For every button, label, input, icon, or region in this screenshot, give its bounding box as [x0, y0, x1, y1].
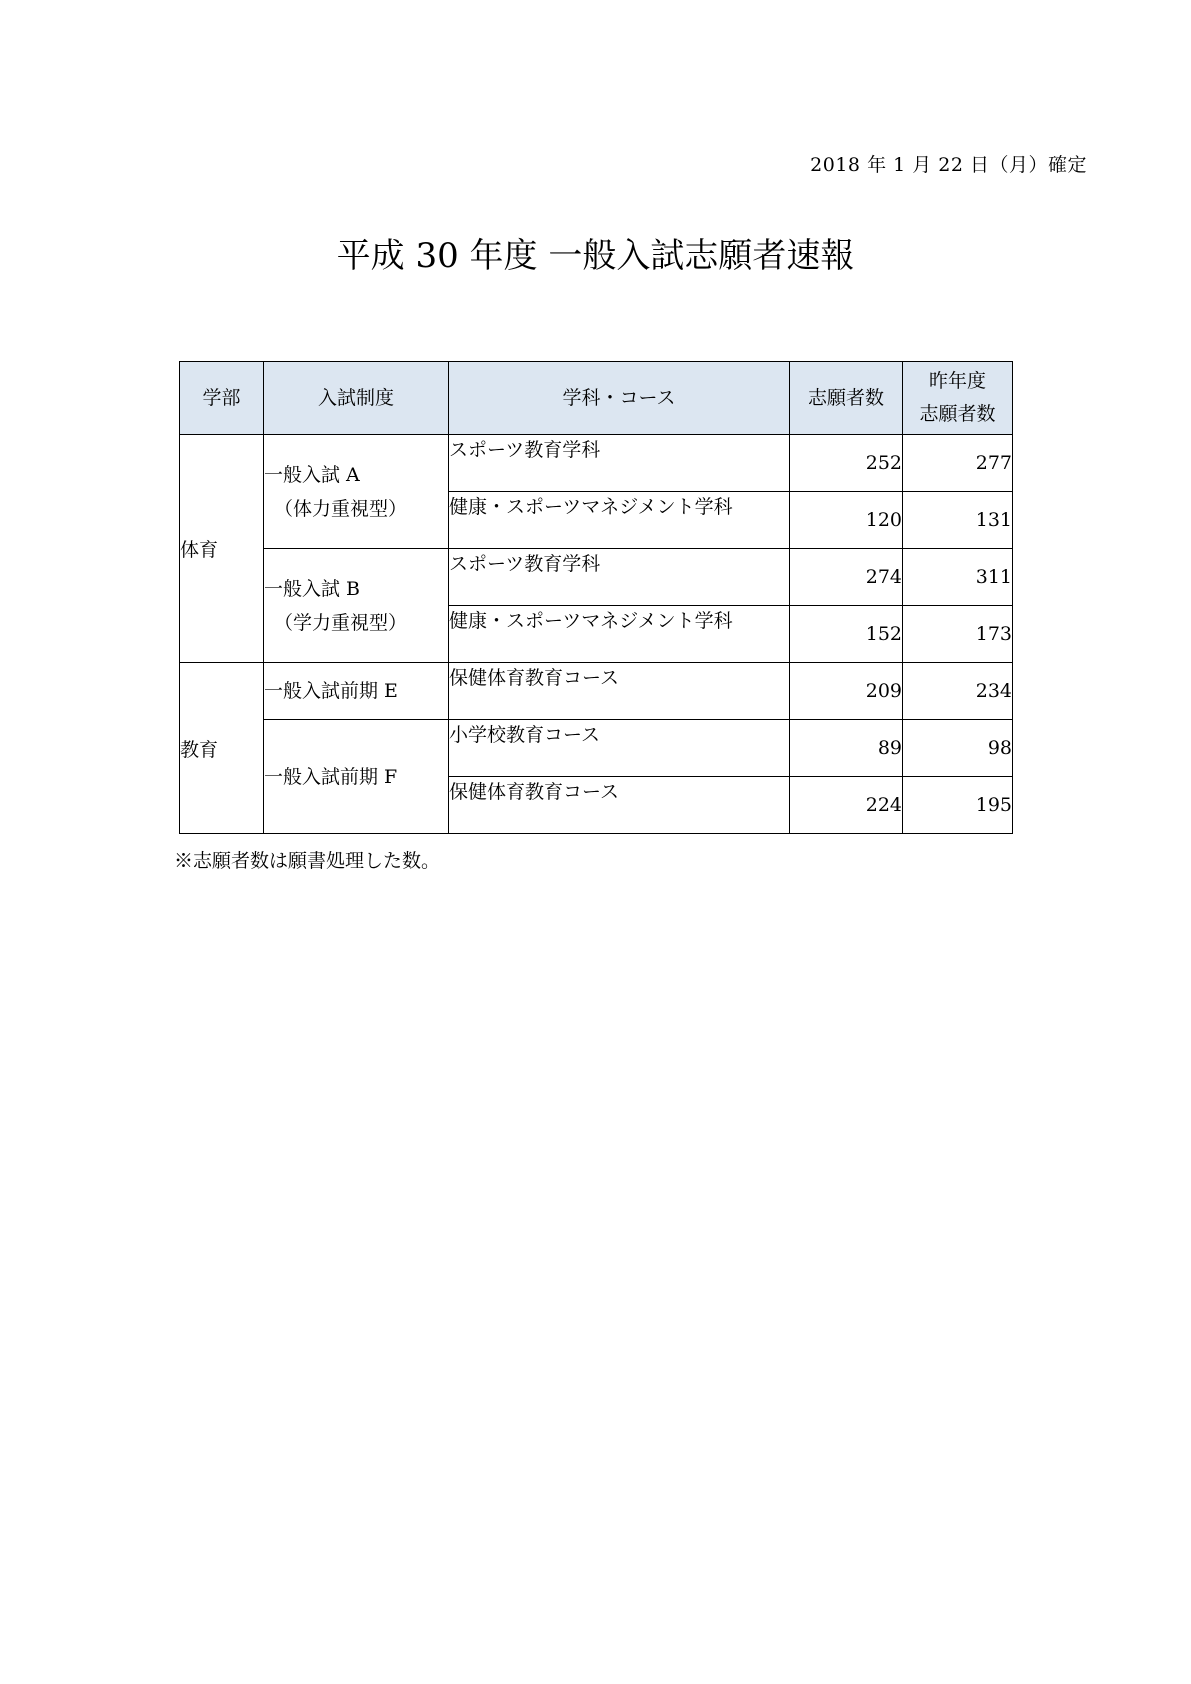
table-row: [180, 435, 1013, 492]
exam-subtitle: （学力重視型）: [274, 611, 408, 634]
table-row: [180, 663, 1013, 720]
exam-name: 一般入試 A: [264, 463, 360, 486]
exam-subtitle: （体力重視型）: [274, 497, 408, 520]
prev-applicants-cell: 98: [903, 720, 1013, 777]
applicants-cell: 152: [790, 606, 903, 663]
exam-cell: [264, 435, 449, 549]
exam-name: 一般入試前期 F: [264, 765, 398, 788]
course-cell: 保健体育教育コース: [449, 663, 790, 720]
prev-applicants-cell: 131: [903, 492, 1013, 549]
applicants-cell: 224: [790, 777, 903, 834]
exam-cell: [264, 549, 449, 663]
page-title: 平成 30 年度 一般入試志願者速報: [336, 236, 855, 276]
course-cell: 保健体育教育コース: [449, 777, 790, 834]
prev-applicants-cell: 195: [903, 777, 1013, 834]
applicants-cell: 120: [790, 492, 903, 549]
table-row: [180, 720, 1013, 777]
header-prev-applicants: [903, 362, 1013, 435]
course-cell: スポーツ教育学科: [449, 549, 790, 606]
header-faculty: 学部: [180, 362, 264, 435]
applicants-cell: 274: [790, 549, 903, 606]
table-row: [180, 549, 1013, 606]
exam-name: 一般入試前期 E: [264, 680, 398, 702]
table-header: [180, 362, 1013, 435]
header-prev-line2: 志願者数: [919, 403, 996, 425]
prev-applicants-cell: 311: [903, 549, 1013, 606]
prev-applicants-cell: 234: [903, 663, 1013, 720]
applicants-cell: 209: [790, 663, 903, 720]
exam-cell: [264, 663, 449, 720]
faculty-cell: 教育: [180, 663, 264, 834]
course-cell: 小学校教育コース: [449, 720, 790, 777]
course-cell: 健康・スポーツマネジメント学科: [449, 492, 790, 549]
exam-name: 一般入試 B: [264, 577, 361, 600]
confirmation-date: 2018 年 1 月 22 日（月）確定: [810, 154, 1087, 176]
footnote: ※志願者数は願書処理した数。: [174, 850, 441, 872]
header-applicants: 志願者数: [790, 362, 903, 435]
header-course: 学科・コース: [449, 362, 790, 435]
course-cell: 健康・スポーツマネジメント学科: [449, 606, 790, 663]
course-cell: スポーツ教育学科: [449, 435, 790, 492]
header-exam: 入試制度: [264, 362, 449, 435]
header-row: [180, 362, 1013, 435]
table-body: [180, 435, 1013, 834]
applicants-cell: 89: [790, 720, 903, 777]
applicants-cell: 252: [790, 435, 903, 492]
applicants-table: [179, 361, 1013, 834]
exam-cell: [264, 720, 449, 834]
prev-applicants-cell: 173: [903, 606, 1013, 663]
header-prev-line1: 昨年度: [928, 370, 986, 392]
faculty-cell: 体育: [180, 435, 264, 663]
prev-applicants-cell: 277: [903, 435, 1013, 492]
